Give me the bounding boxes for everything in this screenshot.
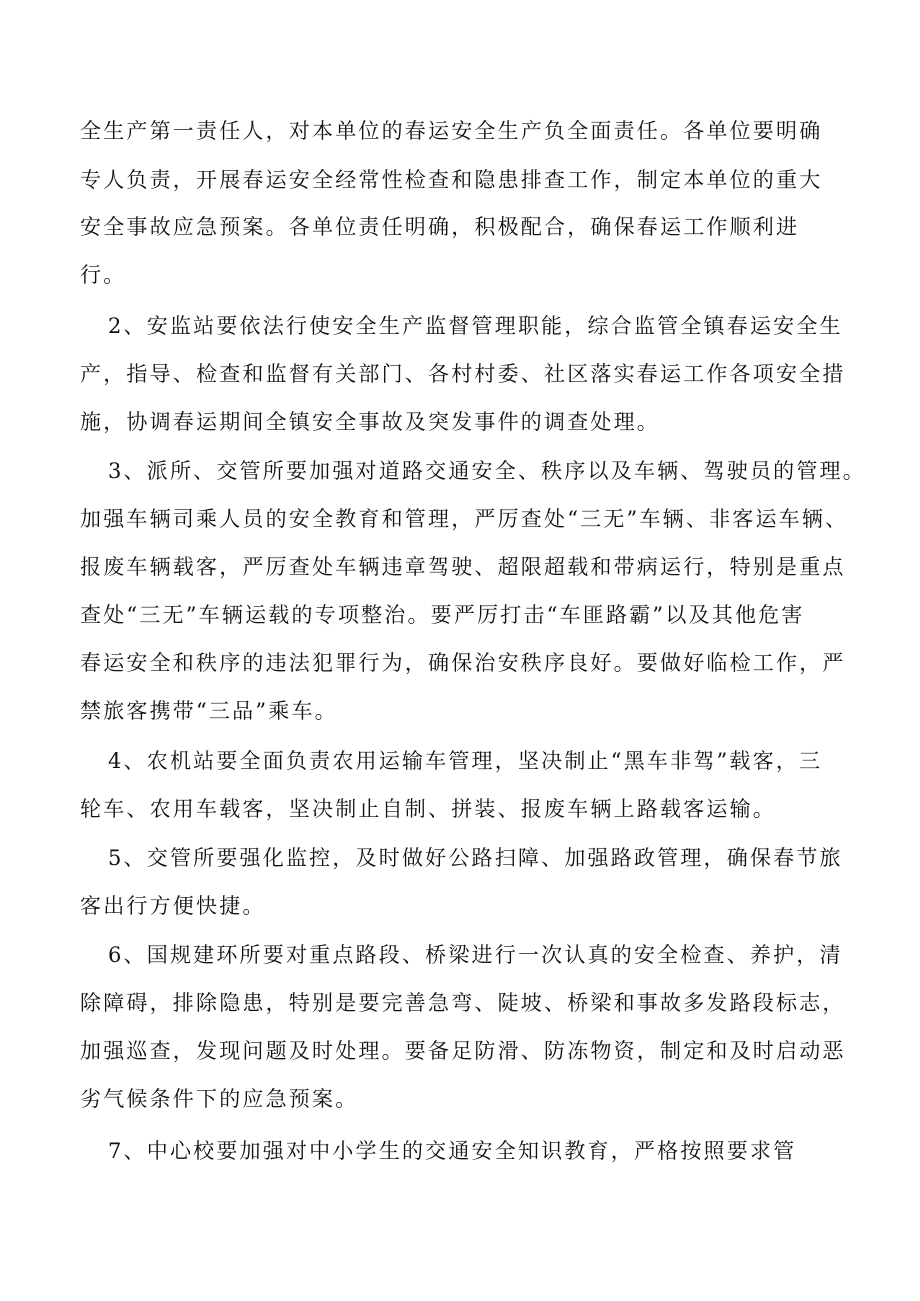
- text-line: 安全事故应急预案。各单位责任明确，积极配合，确保春运工作顺利进: [80, 215, 800, 239]
- text-line: 客出行方便快捷。: [80, 894, 266, 918]
- text-line: 轮车、农用车载客，坚决制止自制、拼装、报废车辆上路载客运输。: [80, 797, 776, 821]
- text-line: 除障碍，排除隐患，特别是要完善急弯、陡坡、桥梁和事故多发路段标志，: [80, 991, 846, 1015]
- text-line: 3、派所、交管所要加强对道路交通安全、秩序以及车辆、驾驶员的管理。: [108, 459, 866, 483]
- text-line: 2、安监站要依法行使安全生产监督管理职能，综合监管全镇春运安全生: [108, 314, 843, 338]
- text-line: 全生产第一责任人，对本单位的春运安全生产负全面责任。各单位要明确: [80, 119, 823, 143]
- text-line: 加强巡查，发现问题及时处理。要备足防滑、防冻物资，制定和及时启动恶: [80, 1039, 846, 1063]
- text-line: 7、中心校要加强对中小学生的交通安全知识教育，严格按照要求管: [108, 1139, 797, 1163]
- text-line: 查处“三无”车辆运载的专项整治。要严厉打击“车匪路霸”以及其他危害: [80, 603, 805, 627]
- text-line: 专人负责，开展春运安全经常性检查和隐患排查工作，制定本单位的重大: [80, 168, 823, 192]
- text-line: 行。: [80, 263, 127, 287]
- text-line: 劣气候条件下的应急预案。: [80, 1087, 359, 1111]
- text-line: 产，指导、检查和监督有关部门、各村村委、社区落实春运工作各项安全措: [80, 362, 846, 386]
- text-line: 报废车辆载客，严厉查处车辆违章驾驶、超限超载和带病运行，特别是重点: [80, 555, 846, 579]
- text-line: 施，协调春运期间全镇安全事故及突发事件的调查处理。: [80, 410, 660, 434]
- text-line: 加强车辆司乘人员的安全教育和管理，严厉查处“三无”车辆、非客运车辆、: [80, 507, 849, 531]
- text-line: 6、国规建环所要对重点路段、桥梁进行一次认真的安全检查、养护，清: [108, 943, 843, 967]
- text-line: 5、交管所要强化监控，及时做好公路扫障、加强路政管理，确保春节旅: [108, 846, 843, 870]
- text-line: 4、农机站要全面负责农用运输车管理，坚决制止“黑车非驾”载客，三: [108, 749, 823, 773]
- text-line: 春运安全和秩序的违法犯罪行为，确保治安秩序良好。要做好临检工作，严: [80, 651, 846, 675]
- text-line: 禁旅客携带“三品”乘车。: [80, 699, 338, 723]
